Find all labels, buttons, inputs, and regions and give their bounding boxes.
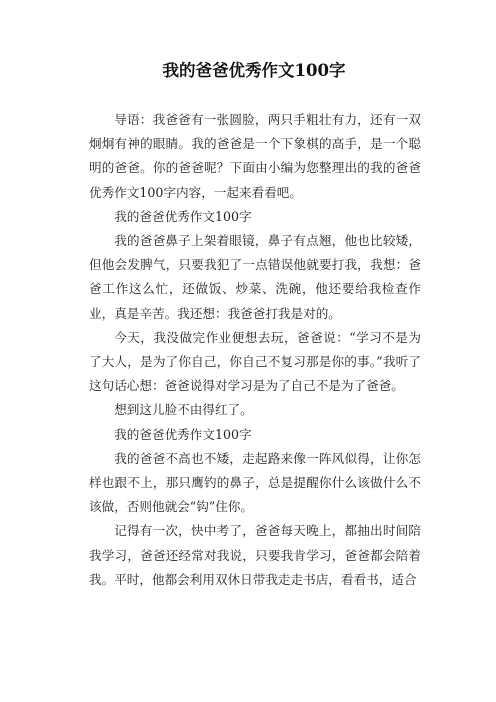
section-heading: 我的爸爸优秀作文100字 — [114, 426, 252, 442]
paragraph: 我的爸爸不高也不矮，走起路来像一阵风似得，让你怎样也跟不上，那只鹰钓的鼻子，总是提醒你什么该做什么不该做，否则他就会“钩”住你。 — [89, 450, 421, 515]
paragraph: 想到这儿脸不由得红了。 — [114, 402, 253, 418]
section-heading: 我的爸爸优秀作文100字 — [114, 208, 252, 224]
document-body — [89, 108, 421, 592]
intro-paragraph: 导语：我爸爸有一张圆脸，两只手粗壮有力，还有一双炯炯有神的眼睛。我的爸爸是一个下象棋的高手，是一个聪明的爸爸。你的爸爸呢？下面由小编为您整理出的我的爸爸优秀作文100字内容，一起来看看吧。 — [89, 112, 421, 200]
paragraph: 记得有一次，快中考了，爸爸每天晚上，都抽出时间陪我学习，爸爸还经常对我说，只要我肯学习，爸爸都会陪着我。平时，他都会利用双休日带我走走书店，看看书，适合 — [89, 523, 421, 587]
paragraph: 今天，我没做完作业便想去玩，爸爸说：“学习不是为了大人，是为了你自己，你自己不复习那是你的事。”我听了这句话心想：爸爸说得对学习是为了自己不是为了爸爸。 — [89, 329, 421, 394]
paragraph: 我的爸爸鼻子上架着眼镜，鼻子有点翘，他也比较矮，但他会发脾气，只要我犯了一点错误他就要打我，我想：爸爸工作这么忙，还做饭、炒菜、洗碗，他还要给我检查作业，真是辛苦。我还想：我爸爸打我是对的。 — [89, 233, 421, 321]
document-title: 我的爸爸优秀作文100字 — [162, 61, 346, 80]
